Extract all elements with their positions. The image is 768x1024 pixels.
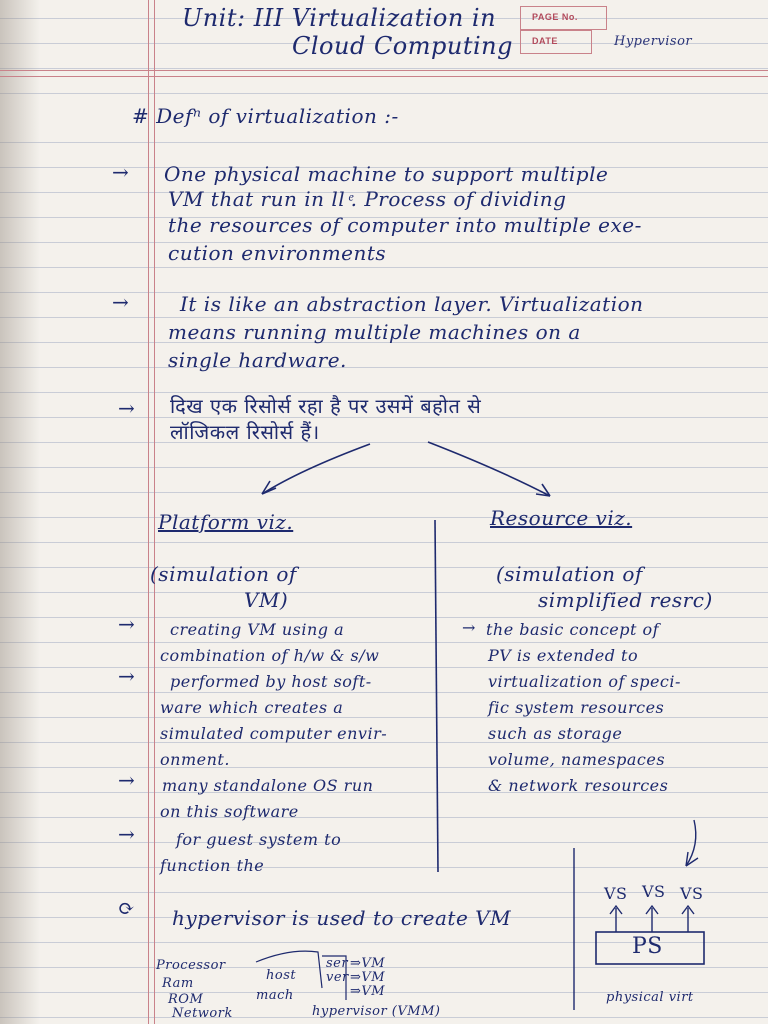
resource-point-line: such as storage [488,724,623,743]
resource-point-line: the basic concept of [486,620,660,639]
definition-3-line: दिख एक रिसोर्स रहा है पर उसमें बहोत से [170,394,482,418]
platform-point-line: combination of h/w & s/w [160,646,380,665]
resource-point-line: fic system resources [488,698,665,717]
resource-point-line: virtualization of speci- [488,672,681,691]
definition-1-line: the resources of computer into multiple exe- [168,213,642,237]
definition-1-line: cution environments [168,241,387,265]
platform-point-line: simulated computer envir- [160,724,388,743]
vs-label: VS [604,884,628,903]
page-title-line1: Unit: III Virtualization in [182,4,497,32]
platform-point-line: many standalone OS run [162,776,374,795]
platform-subtitle: (simulation of [150,562,297,586]
definition-2-line: single hardware. [168,348,347,372]
resource-point-line: & network resources [488,776,669,795]
resource-heading: Resource viz. [490,506,633,530]
arrow-marker: → [118,664,136,688]
hypervisor-label: hypervisor (VMM) [312,1004,441,1019]
platform-point-line: onment. [160,750,230,769]
resource-list-item: Ram [162,976,194,991]
definition-2-line: It is like an abstraction layer. Virtualization [180,292,644,316]
vm-label: ⇒VM [350,956,386,971]
corner-note: Hypervisor [614,34,693,49]
mach-label: mach [256,988,294,1003]
arrow-marker: → [118,768,136,792]
vm-label: ⇒VM [350,984,386,999]
resource-list-item: Processor [156,958,226,973]
vs-label: VS [680,884,704,903]
resource-list-item: ROM [168,992,204,1007]
arrow-marker: → [112,160,130,184]
diagram-footer: physical virt [606,990,694,1005]
definition-2-line: means running multiple machines on a [168,320,581,344]
resource-subtitle: simplified resrc) [538,588,713,612]
platform-point-line: creating VM using a [170,620,345,639]
vs-label: VS [642,882,666,901]
resource-subtitle: (simulation of [496,562,643,586]
ver-label: ver [326,970,349,985]
definition-heading: # Defⁿ of virtualization :- [132,104,399,128]
platform-point-line: performed by host soft- [170,672,372,691]
platform-heading: Platform viz. [158,510,294,534]
arrow-marker: → [118,396,136,420]
definition-1-line: One physical machine to support multiple [164,162,609,186]
definition-3-line: लॉजिकल रिसोर्स हैं। [170,420,320,444]
definition-1-line: VM that run in ll ͤ. Process of dividing [168,187,567,211]
resource-list-item: Network [172,1006,233,1021]
platform-point-line: on this software [160,802,299,821]
arrow-marker: ⟳ [118,896,136,920]
arrow-marker: → [462,618,476,637]
platform-point-line: ware which creates a [160,698,344,717]
resource-point-line: volume, namespaces [488,750,666,769]
date-label: DATE [532,36,558,46]
ser-label: ser [326,956,349,971]
page-no-label: PAGE No. [532,12,578,22]
host-label: host [266,968,297,983]
platform-point-line: function the [160,856,265,875]
vm-label: ⇒VM [350,970,386,985]
arrow-marker: → [118,822,136,846]
ps-label: PS [632,934,663,959]
page-title-line2: Cloud Computing [292,32,513,60]
hypervisor-statement: hypervisor is used to create VM [172,906,512,930]
platform-subtitle: VM) [244,588,289,612]
resource-point-line: PV is extended to [488,646,639,665]
arrow-marker: → [112,290,130,314]
arrow-marker: → [118,612,136,636]
platform-point-line: for guest system to [176,830,342,849]
